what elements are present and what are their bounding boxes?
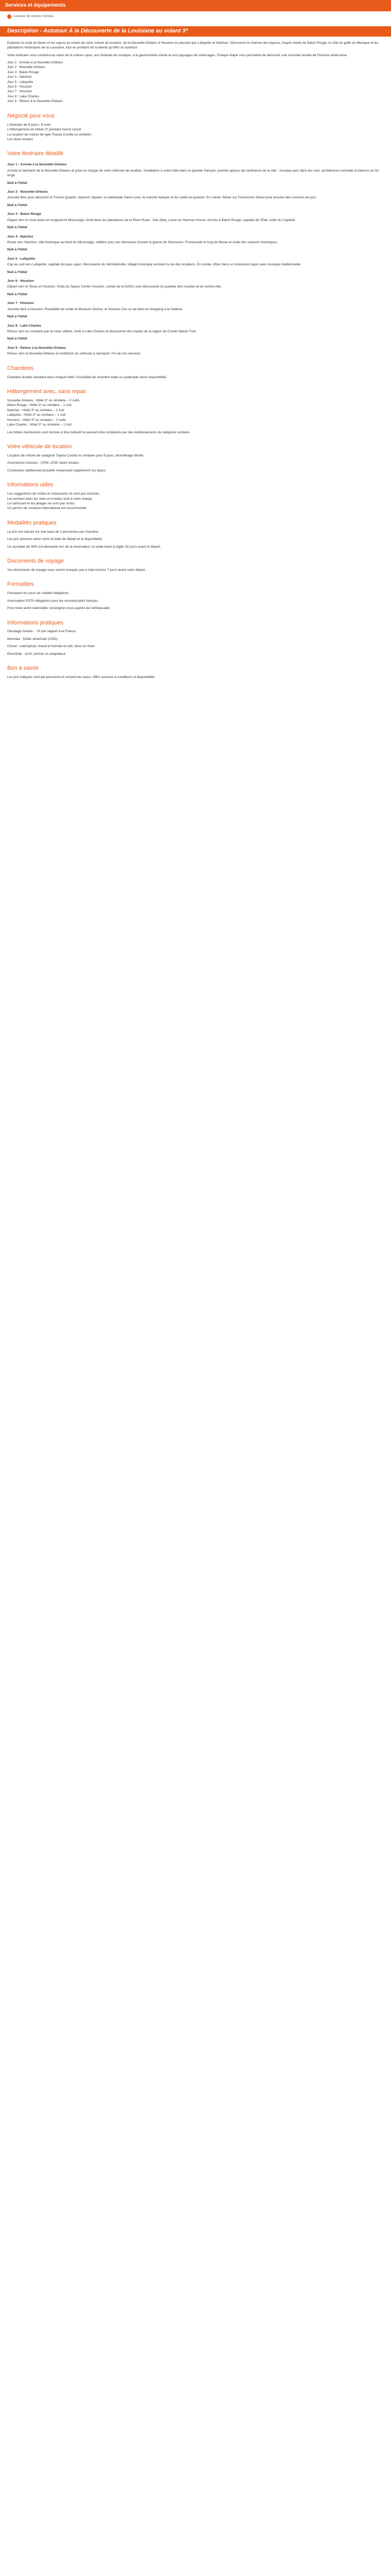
day-night: Nuit à l'hôtel	[7, 181, 27, 185]
docs-text: Vos documents de voyage vous seront envoyés par e-mail environ 7 jours avant votre départ.	[7, 568, 146, 572]
day-block	[7, 324, 384, 342]
intro-paragraph: Votre itinéraire vous conduira au cœur de la culture cajun, aux festivals de musique, à la gastronomie créole et aux paysages de marécages. Chaque étape vous permettra de découvrir une nouvelle facette de l'histoire américaine.	[7, 53, 348, 57]
description-title: Description - Autotour À la Découverte de la Louisiane au volant 3*	[7, 27, 188, 34]
summary-list	[7, 60, 384, 104]
day-text: Retour vers la Nouvelle-Orléans et restitution du véhicule à l'aéroport. Fin de nos services.	[7, 352, 141, 356]
section-title: Négocié pour vous	[7, 112, 55, 119]
day-title: Jour 8 - Lake Charles	[7, 324, 41, 328]
section-title: Formalités	[7, 581, 34, 588]
day-night: Nuit à l'hôtel	[7, 248, 27, 252]
day-night: Nuit à l'hôtel	[7, 292, 27, 296]
day-title: Jour 7 - Houston	[7, 301, 34, 306]
info-item: Les suggestions de visites et restaurants ne sont pas incluses.	[7, 492, 100, 496]
summary-item: Jour 6 : Houston	[7, 85, 32, 89]
location-link[interactable]	[0, 11, 391, 22]
section-title: Bon à savoir	[7, 665, 39, 672]
price-text: Les prix indiqués sont par personne et incluent les taxes. Offre soumise à conditions et disponibilité.	[7, 675, 156, 680]
summary-item: Jour 5 : Lafayette	[7, 80, 34, 84]
day-title: Jour 3 - Baton Rouge	[7, 212, 41, 216]
day-night: Nuit à l'hôtel	[7, 315, 27, 319]
day-block	[7, 279, 384, 297]
day-night: Nuit à l'hôtel	[7, 337, 27, 341]
summary-item: Jour 3 : Baton Rouge	[7, 70, 39, 74]
day-block	[7, 212, 384, 230]
summary-item: Jour 4 : Natchez	[7, 75, 32, 79]
car-text: Assurances incluses : CDW, LDW, taxes locales.	[7, 461, 80, 465]
info-list	[7, 492, 384, 511]
day-night: Nuit à l'hôtel	[7, 226, 27, 230]
hotels-list	[7, 398, 384, 428]
rooms-text: Chambre double standard dans chaque hôtel. Possibilité de chambre triple ou quadruple selon disponibilité.	[7, 375, 167, 379]
day-night: Nuit à l'hôtel	[7, 203, 27, 207]
terms-text: Les prix peuvent varier selon la date de départ et la disponibilité.	[7, 537, 103, 541]
section-title: Chambres	[7, 365, 34, 371]
day-text: Arrivée à l'aéroport de la Nouvelle-Orléans et prise en charge de votre véhicule de location. Installation à votre hôtel dans le quartier français, premier aperçu de l'ambiance de la ville : musique jazz dans les rues, architecture coloniale et balcons en fer forgé.	[7, 168, 379, 178]
hotel-item: Lafayette : Hôtel 3* ou similaire – 1 nuit	[7, 413, 66, 417]
section-title: Informations utiles	[7, 482, 54, 488]
included-list	[7, 123, 384, 142]
day-text: Départ vers le Texas et Houston. Visite du Space Center Houston, centre de la NASA, puis découverte du quartier des musées et du centre-ville.	[7, 285, 222, 289]
day-block	[7, 162, 384, 185]
day-title: Jour 9 - Retour à la Nouvelle-Orléans	[7, 346, 67, 350]
forms-text: Autorisation ESTA obligatoire pour les ressortissants français.	[7, 599, 99, 603]
terms-text: Le prix est calculé sur une base de 2 personnes par chambre.	[7, 530, 100, 534]
hotels-note: Les hôtels mentionnés sont donnés à titre indicatif et peuvent être remplacés par des établissements de catégorie similaire.	[7, 430, 190, 434]
day-block	[7, 190, 384, 208]
car-text: Conducteur additionnel possible moyennant supplément sur place.	[7, 468, 106, 472]
section-title: Informations pratiques	[7, 619, 63, 626]
day-block	[7, 346, 384, 357]
practical-text: Décalage horaire : -7h par rapport à la France.	[7, 630, 77, 634]
location-label: Localiser de voilures Ventoux	[13, 15, 54, 18]
day-text: Cap au sud vers Lafayette, capitale du pays cajun. Découverte du Vermilionville, village historique recréant la vie des Acadiens. En soirée, dîner dans un restaurant cajun avec musique traditionnelle.	[7, 263, 301, 267]
top-bar	[0, 0, 391, 11]
day-text: Route vers Natchez, ville historique au bord du Mississippi, célèbre pour ses demeures d'avant la guerre de Sécession. Promenade le long du fleuve et visite des maisons historiques.	[7, 240, 278, 244]
practical-text: Climat : subtropical, chaud et humide en été, doux en hiver.	[7, 645, 95, 649]
forms-text: Pour toute autre nationalité, renseignez-vous auprès de l'ambassade.	[7, 606, 110, 611]
day-text: Journée libre pour découvrir le French Quarter, Jackson Square, la cathédrale Saint-Louis, le marché français et les cafés du quartier. En soirée, flânez sur Frenchmen Street pour écouter des concerts de jazz.	[7, 196, 317, 200]
day-night: Nuit à l'hôtel	[7, 270, 27, 274]
included-item: L'hébergement en hôtels 3* pendant tout le circuit	[7, 128, 81, 132]
hotel-item: Houston : Hôtel 3* ou similaire – 2 nuits	[7, 418, 66, 422]
section-title: Modalités pratiques	[7, 519, 57, 526]
info-item: Un permis de conduire international est recommandé.	[7, 506, 87, 511]
day-block	[7, 301, 384, 319]
day-block	[7, 257, 384, 275]
day-text: Retour vers la Louisiane par la route côtière. Arrêt à Lake Charles et découverte des marais de la région de Creole Nature Trail.	[7, 330, 197, 334]
day-title: Jour 2 - Nouvelle-Orléans	[7, 190, 48, 194]
practical-text: Monnaie : Dollar américain (USD).	[7, 637, 58, 641]
info-item: Les entrées dans les sites et musées sont à votre charge.	[7, 497, 93, 501]
included-item: Les taxes locales	[7, 137, 33, 141]
info-item: Le carburant et les péages ne sont pas inclus.	[7, 501, 76, 505]
day-title: Jour 5 - Lafayette	[7, 257, 35, 261]
section-title: Votre itinéraire détaillé	[7, 150, 63, 157]
day-text: Journée libre à Houston. Possibilité de visiter le Museum District, le Houston Zoo ou de faire du shopping à la Galleria.	[7, 307, 183, 311]
intro-paragraph: Explorez la route du blues et les cajuns au volant de votre voiture de location, de la Nouvelle-Orléans à Houston en passant par Lafayette et Natchez. Découvrez le charme des bayous, l'esprit créole de Baton Rouge, la côte du golfe du Mexique et les plantations historiques de la Louisiane, tout en profitant de la liberté qu'offre un autotour.	[7, 41, 379, 50]
section-title: Votre véhicule de location	[7, 443, 72, 450]
section-title: Documents de voyage	[7, 557, 64, 564]
description-banner	[0, 26, 391, 37]
day-title: Jour 4 - Natchez	[7, 234, 34, 239]
hotel-item: Natchez : Hôtel 3* ou similaire – 1 nuit	[7, 408, 64, 412]
section-title: Hébergement avec, sans repas	[7, 388, 86, 395]
header-title: Services et équipements	[5, 2, 66, 8]
summary-item: Jour 1 : Arrivée à la Nouvelle-Orléans	[7, 60, 63, 64]
map-pin-icon	[6, 14, 12, 20]
day-title: Jour 1 - Arrivée à la Nouvelle-Orléans	[7, 163, 67, 167]
main-content	[0, 37, 391, 690]
forms-text: Passeport en cours de validité obligatoire.	[7, 591, 70, 596]
car-text: Location de voiture de catégorie Toyota Corolla ou similaire pour 9 jours, kilométrage illimité.	[7, 453, 144, 457]
hotel-item: Lake Charles : Hôtel 3* ou similaire – 1 nuit	[7, 423, 72, 427]
summary-item: Jour 8 : Lake Charles	[7, 94, 39, 98]
summary-item: Jour 2 : Nouvelle-Orléans	[7, 65, 45, 70]
included-item: La location de voiture de type Toyota Corolla ou similaire	[7, 132, 91, 137]
summary-item: Jour 7 : Houston	[7, 90, 32, 94]
practical-text: Électricité : 110V, prévoir un adaptateur.	[7, 652, 67, 656]
day-block	[7, 234, 384, 252]
day-title: Jour 6 - Houston	[7, 279, 34, 283]
hotel-item: Nouvelle-Orléans : Hôtel 3* ou similaire – 2 nuits	[7, 399, 79, 402]
terms-text: Un acompte de 30% est demandé lors de la réservation, le solde étant à régler 30 jours avant le départ.	[7, 545, 161, 549]
summary-item: Jour 9 : Retour à la Nouvelle-Orléans	[7, 99, 63, 104]
hotel-item: Baton Rouge : Hôtel 3* ou similaire – 1 nuit	[7, 403, 72, 408]
included-item: L'itinéraire de 9 jours / 8 nuits	[7, 123, 51, 127]
day-text: Départ vers le nord-ouest en longeant le Mississippi. Arrêt dans les plantations de la River Road : Oak Alley, Laura ou Houmas House. Arrivée à Baton Rouge, capitale de l'État, visite du Capitole.	[7, 218, 296, 222]
